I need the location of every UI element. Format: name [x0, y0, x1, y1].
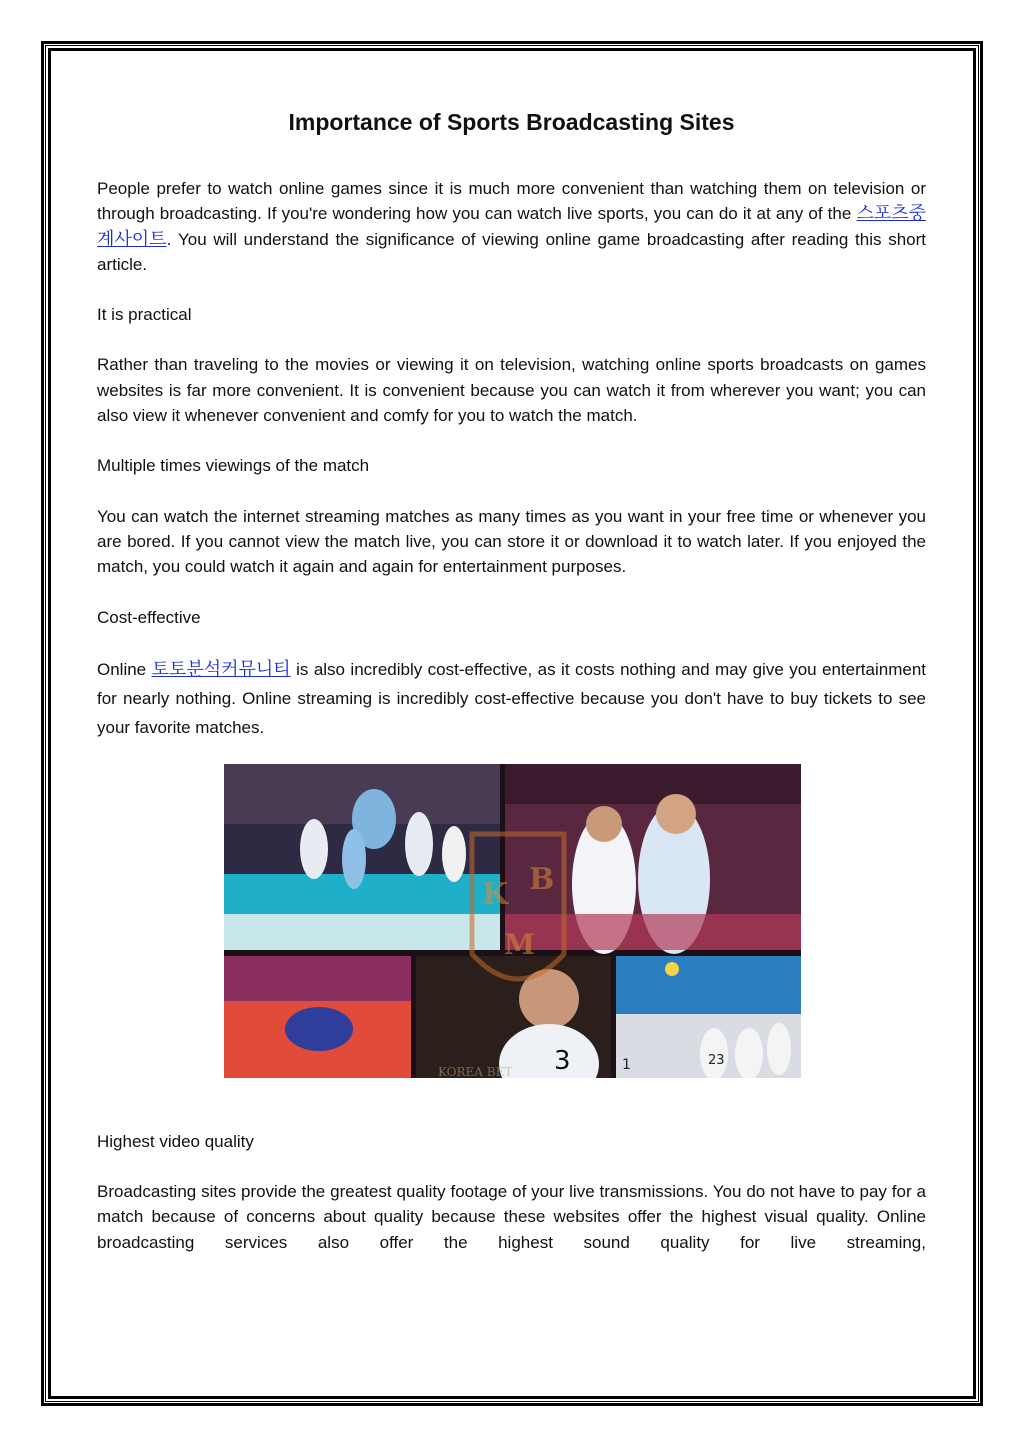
heading-multiple-viewings: Multiple times viewings of the match	[97, 456, 370, 476]
heading-practical: It is practical	[97, 305, 192, 325]
watermark-letter-b: B	[529, 861, 555, 897]
page-title: Importance of Sports Broadcasting Sites	[288, 109, 735, 135]
sports-broadcast-site-link[interactable]: 스포츠중계사이트	[97, 203, 926, 250]
collage-graphic	[224, 764, 801, 1078]
intro-text-end: . You will understand the significance of viewing online game broadcasting after reading this short article.	[97, 229, 926, 274]
practical-paragraph: Rather than traveling to the movies or viewing it on television, watching online sports broadcasts on games websites is far more convenient. It is convenient because you can watch it from wherever you want; you can also view it whenever convenient and comfy for you to watch the match.	[97, 355, 926, 426]
cost-paragraph	[97, 655, 926, 742]
intro-paragraph	[97, 176, 926, 277]
multiple-viewings-paragraph: You can watch the internet streaming matches as many times as you want in your free time or whenever you are bored. If you cannot view the match live, you can store it or download it to watch later. If you enjoyed the match, you could watch it again and again for entertainment purposes.	[97, 506, 926, 577]
watermark-letter-k: K	[482, 876, 509, 912]
cost-text-end: is also incredibly cost-effective, as it costs nothing and may give you entertainment for nearly nothing. Online streaming is incredibly cost-effective because you don't have to buy tickets to see your favorite matches.	[97, 659, 926, 737]
heading-video-quality: Highest video quality	[97, 1131, 254, 1151]
watermark-letter-m: M	[504, 927, 535, 961]
volleyball-collage-image	[224, 764, 801, 1078]
heading-cost-effective: Cost-effective	[97, 607, 201, 627]
video-quality-paragraph: Broadcasting sites provide the greatest quality footage of your live transmissions. You do not have to pay for a match because of concerns about quality because these websites offer the highest visual quality. Online broadcasting services also offer the highest sound quality for live streaming,	[97, 1182, 926, 1252]
toto-community-link[interactable]: 토토분석커뮤니티	[151, 658, 291, 680]
jersey-number-1: 1	[622, 1056, 631, 1073]
jersey-number-3: 3	[554, 1045, 571, 1076]
jersey-number-23: 23	[708, 1052, 725, 1068]
cost-text-start: Online	[97, 659, 152, 679]
watermark-text: KOREA BET	[438, 1064, 513, 1078]
intro-text-start: People prefer to watch online games since it is much more convenient than watching them on television or through broadcasting. If you're wondering how you can watch live sports, you can do it at any of the	[97, 179, 926, 224]
article	[97, 104, 926, 1255]
